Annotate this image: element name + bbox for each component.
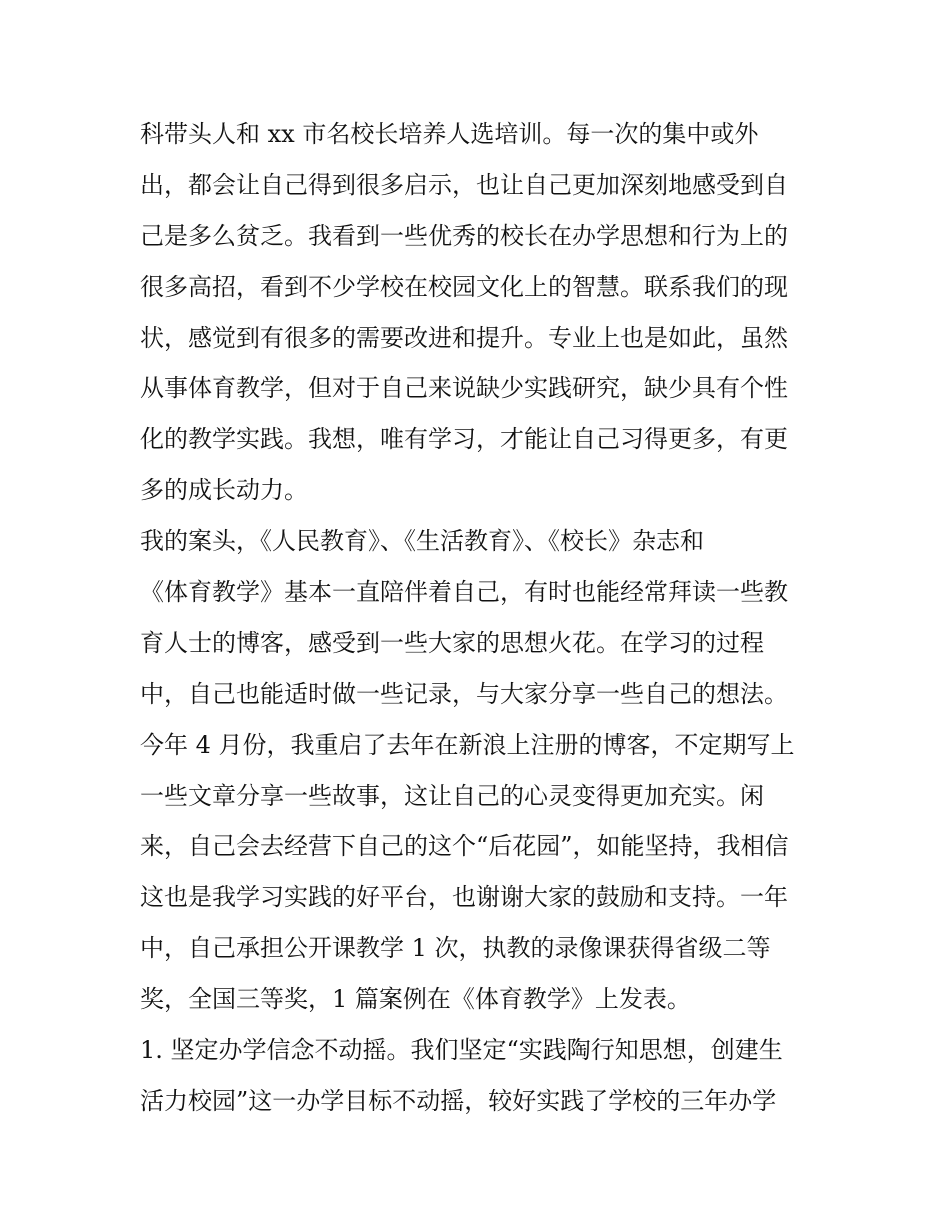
text-line: 一些文章分享一些故事，这让自己的心灵变得更加充实。闲 bbox=[140, 781, 764, 810]
text-line: 出，都会让自己得到很多启示，也让自己更加深刻地感受到自 bbox=[140, 170, 788, 199]
text-line: 《体育教学》基本一直陪伴着自己，有时也能经常拜读一些教 bbox=[140, 578, 788, 607]
text-line: 中，自己承担公开课教学 1 次，执教的录像课获得省级二等 bbox=[140, 934, 771, 963]
text-line: 1. 坚定办学信念不动摇。我们坚定“实践陶行知思想，创建生 bbox=[140, 1036, 783, 1065]
text-line: 今年 4 月份，我重启了去年在新浪上注册的博客，不定期写上 bbox=[140, 730, 795, 759]
text-line: 育人士的博客，感受到一些大家的思想火花。在学习的过程 bbox=[140, 628, 764, 657]
text-line: 活力校园”这一办学目标不动摇，较好实践了学校的三年办学 bbox=[140, 1086, 777, 1115]
text-line: 中，自己也能适时做一些记录，与大家分享一些自己的想法。 bbox=[140, 679, 788, 708]
text-line: 多的成长动力。 bbox=[140, 476, 308, 505]
text-line: 这也是我学习实践的好平台，也谢谢大家的鼓励和支持。一年 bbox=[140, 883, 788, 912]
text-line: 很多高招，看到不少学校在校园文化上的智慧。联系我们的现 bbox=[140, 272, 788, 301]
text-line: 来，自己会去经营下自己的这个“后花园”，如能坚持，我相信 bbox=[140, 832, 789, 861]
text-line: 化的教学实践。我想，唯有学习，才能让自己习得更多，有更 bbox=[140, 425, 788, 454]
text-line: 我的案头，《人民教育》、《生活教育》、《校长》杂志和 bbox=[140, 527, 704, 556]
text-line: 奖，全国三等奖，1 篇案例在《体育教学》上发表。 bbox=[140, 985, 691, 1014]
text-line: 从事体育教学，但对于自己来说缺少实践研究，缺少具有个性 bbox=[140, 374, 788, 403]
text-line: 状，感觉到有很多的需要改进和提升。专业上也是如此，虽然 bbox=[140, 323, 788, 352]
body-text bbox=[140, 109, 820, 1127]
text-line: 己是多么贫乏。我看到一些优秀的校长在办学思想和行为上的 bbox=[140, 221, 788, 250]
text-line: 科带头人和 xx 市名校长培养人选培训。每一次的集中或外 bbox=[140, 120, 759, 148]
